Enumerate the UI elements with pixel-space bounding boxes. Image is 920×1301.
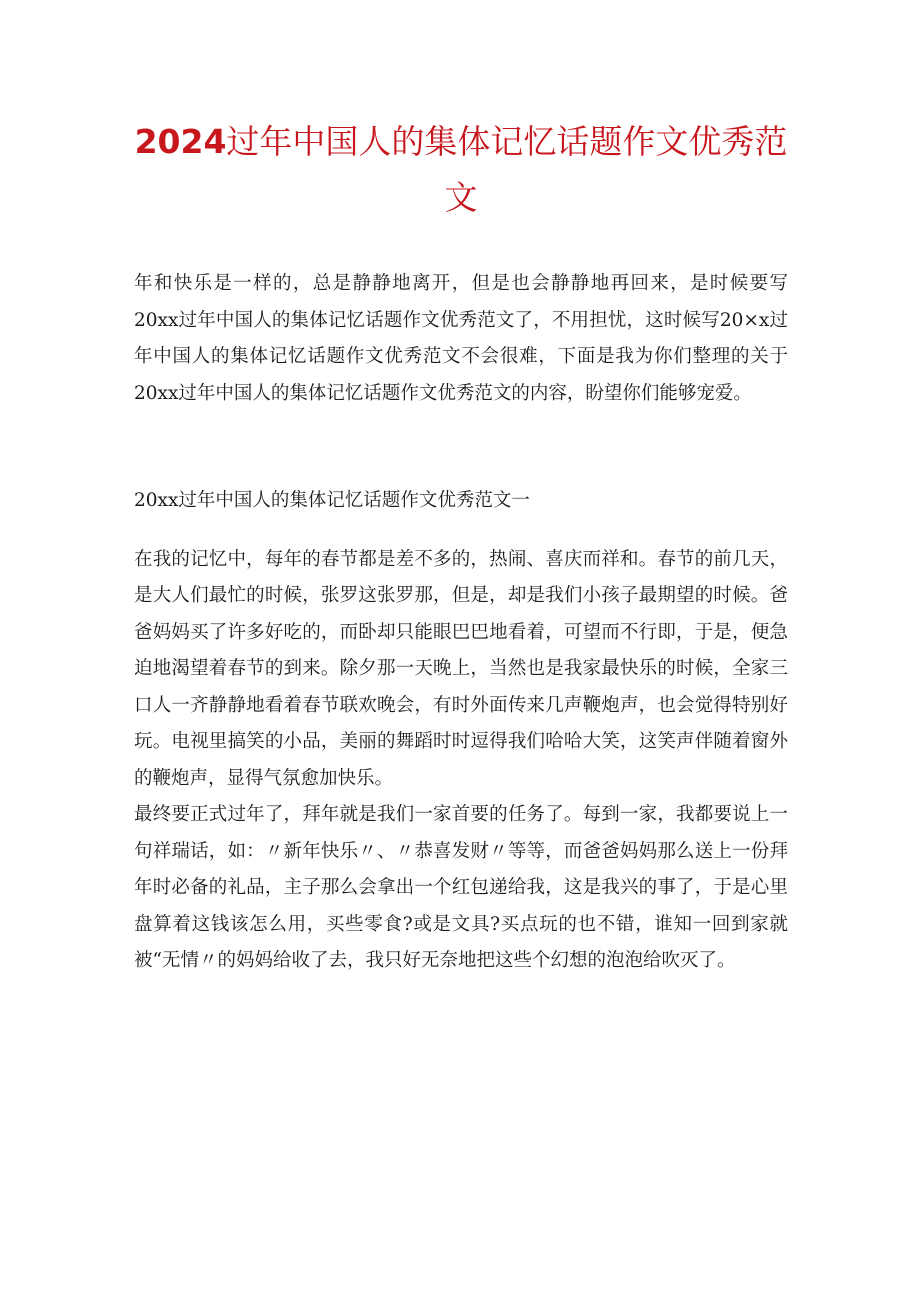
document-title [134, 0, 788, 226]
body-paragraph-1: 在我的记忆中，每年的春节都是差不多的，热闹、喜庆而祥和。春节的前几天，是大人们最忙的时候，张罗这张罗那，但是，却是我们小孩子最期望的时候。爸爸妈妈买了许多好吃的，而卧却只能眼巴巴地看着，可望而不行即，于是，便急迫地渴望着春节的到来。除夕那一天晚上，当然也是我家最快乐的时候，全家三口人一齐静静地看着春节联欢晚会，有时外面传来几声鞭炮声，也会觉得特别好玩。电视里搞笑的小品，美丽的舞蹈时时逗得我们哈哈大笑，这笑声伴随着窗外的鞭炮声，显得气氛愈加快乐。 [134, 548, 788, 789]
title-year: 2024 [134, 122, 227, 161]
section-heading: 20xx过年中国人的集体记忆话题作文优秀范文一 [134, 490, 530, 511]
intro-paragraph: 年和快乐是一样的，总是静静地离开，但是也会静静地再回来，是时候要写20xx过年中国人的集体记忆话题作文优秀范文了，不用担忧，这时候写20×x过年中国人的集体记忆话题作文优秀范文不会很难，下面是我为你们整理的关于20xx过年中国人的集体记忆话题作文优秀范文的内容，盼望你们能够宠爱。 [134, 273, 788, 404]
body-paragraph-2: 最终要正式过年了，拜年就是我们一家首要的任务了。每到一家，我都要说上一句祥瑞话，如：〃新年快乐〃、〃恭喜发财〃等等，而爸爸妈妈那么送上一份拜年时必备的礼品，主子那么会拿出一个红包递给我，这是我兴的事了，于是心里盘算着这钱该怎么用，买些零食?或是文具?买点玩的也不错，谁知一回到家就被“无情〃的妈妈给收了去，我只好无奈地把这些个幻想的泡泡给吹灭了。 [134, 804, 788, 971]
title-text: 过年中国人的集体记忆话题作文优秀范文 [226, 122, 788, 217]
